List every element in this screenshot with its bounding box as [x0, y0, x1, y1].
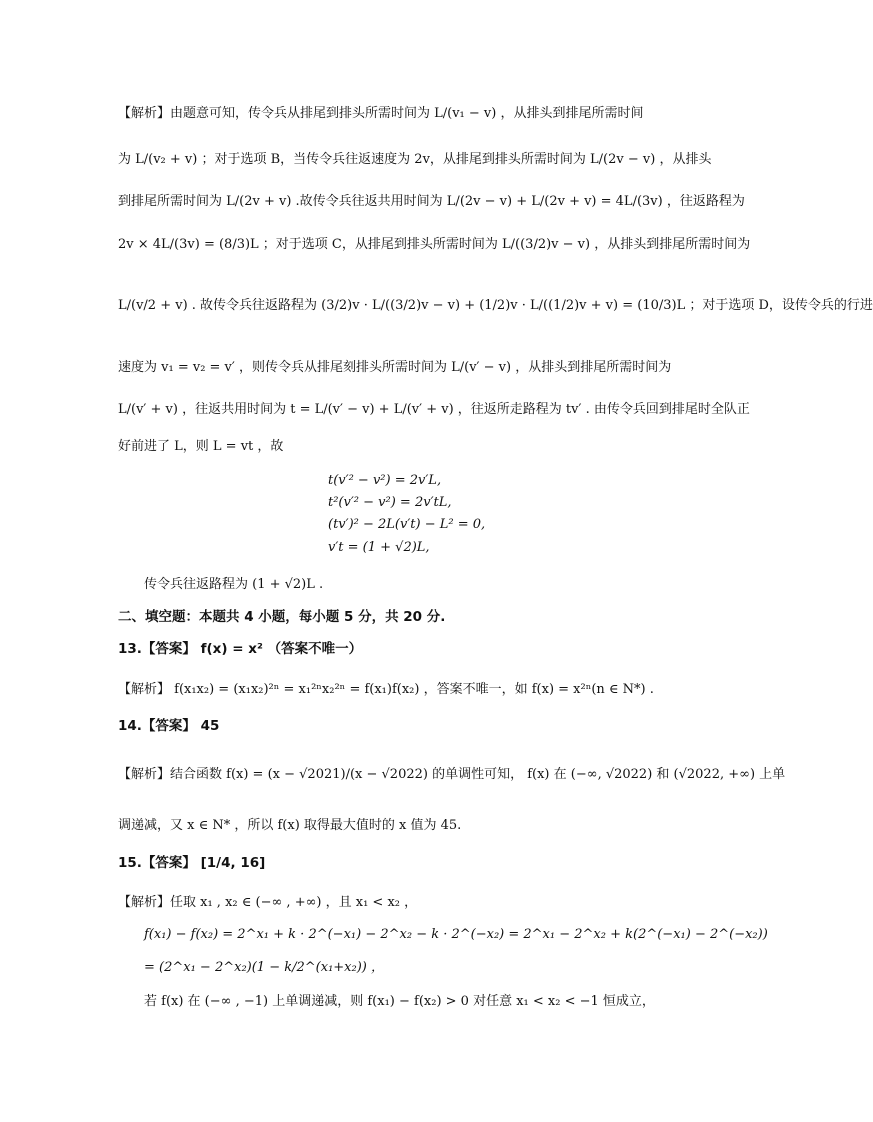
answer-13: 13.【答案】 f(x) = x² （答案不唯一）	[118, 641, 363, 657]
analysis-line-7: L/(v′ + v) ，往返共用时间为 t = L/(v′ − v) + L/(v′ + v) ，往返所走路程为 tv′ . 由传令兵回到排尾时全队正	[118, 402, 750, 417]
analysis-15-line-1: 【解析】任取 x₁ , x₂ ∈ (−∞ , +∞) ，且 x₁ < x₂ ，	[118, 895, 418, 910]
analysis-line-5: L/(v/2 + v) . 故传令兵往返路程为 (3/2)v · L/((3/2)v − v) + (1/2)v · L/((1/2)v + v) = (10/3)L ；对于选项 D，设传令兵的行进	[118, 298, 873, 313]
equation-3: (tv′)² − 2L(v′t) − L² = 0,	[328, 517, 486, 532]
analysis-14-line-2: 调递减，又 x ∈ N* ，所以 f(x) 取得最大值时的 x 值为 45.	[118, 818, 462, 833]
analysis-line-4: 2v × 4L/(3v) = (8/3)L ；对于选项 C，从排尾到排头所需时间为 L/((3/2)v − v) ，从排头到排尾所需时间为	[118, 237, 751, 252]
equation-4: v′t = (1 + √2)L,	[328, 540, 430, 555]
section-heading: 二、填空题：本题共 4 小题，每小题 5 分，共 20 分.	[118, 609, 446, 625]
analysis-15-line-2: f(x₁) − f(x₂) = 2^x₁ + k · 2^(−x₁) − 2^x₂ − k · 2^(−x₂) = 2^x₁ − 2^x₂ + k(2^(−x₁) − 2^(−x₂))	[144, 927, 768, 942]
answer-15: 15.【答案】 [1/4, 16]	[118, 855, 266, 871]
analysis-13: 【解析】 f(x₁x₂) = (x₁x₂)²ⁿ = x₁²ⁿx₂²ⁿ = f(x₁)f(x₂) ，答案不唯一，如 f(x) = x²ⁿ(n ∈ N*) .	[118, 682, 654, 697]
analysis-line-2: 为 L/(v₂ + v) ；对于选项 B，当传令兵往返速度为 2v，从排尾到排头所需时间为 L/(2v − v) ，从排头	[118, 152, 712, 167]
analysis-15-line-4: 若 f(x) 在 (−∞ , −1) 上单调递减，则 f(x₁) − f(x₂) > 0 对任意 x₁ < x₂ < −1 恒成立，	[144, 994, 655, 1009]
equation-2: t²(v′² − v²) = 2v′tL,	[328, 495, 452, 510]
analysis-line-8: 好前进了 L，则 L = vt ，故	[118, 439, 284, 454]
equation-1: t(v′² − v²) = 2v′L,	[328, 473, 442, 488]
answer-14: 14.【答案】 45	[118, 718, 220, 734]
analysis-line-6: 速度为 v₁ = v₂ = v′ ，则传令兵从排尾刻排头所需时间为 L/(v′ − v) ，从排头到排尾所需时间为	[118, 360, 672, 375]
analysis-line-3: 到排尾所需时间为 L/(2v + v) .故传令兵往返共用时间为 L/(2v − v) + L/(2v + v) = 4L/(3v) ，往返路程为	[118, 194, 745, 209]
analysis-line-1: 【解析】由题意可知，传令兵从排尾到排头所需时间为 L/(v₁ − v) ，从排头到排尾所需时间	[118, 106, 644, 121]
analysis-15-line-3: = (2^x₁ − 2^x₂)(1 − k/2^(x₁+x₂)) ，	[144, 960, 384, 975]
conclusion-line: 传令兵往返路程为 (1 + √2)L .	[144, 577, 324, 592]
analysis-14-line-1: 【解析】结合函数 f(x) = (x − √2021)/(x − √2022) 的单调性可知， f(x) 在 (−∞, √2022) 和 (√2022, +∞) 上单	[118, 767, 786, 782]
